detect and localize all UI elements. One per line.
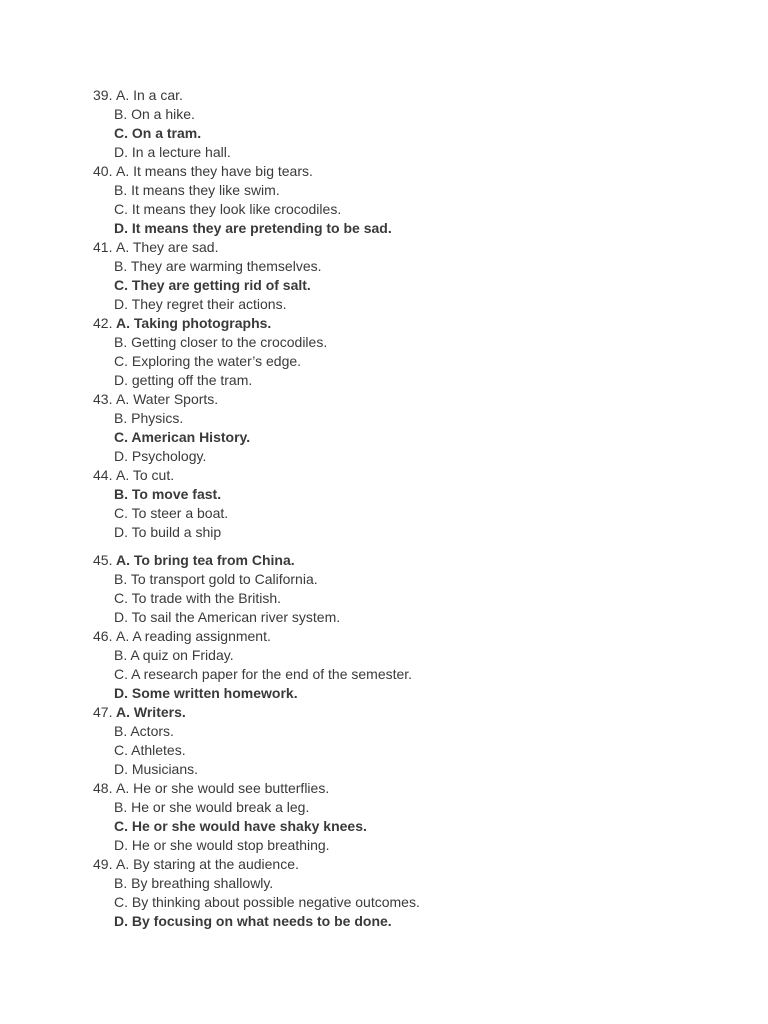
option-text: C. By thinking about possible negative outcomes. xyxy=(114,894,420,910)
question-number: 43. xyxy=(93,391,113,407)
option-text: D. They regret their actions. xyxy=(114,296,287,312)
answer-option xyxy=(93,257,693,276)
option-text: A. To cut. xyxy=(116,467,175,483)
answer-option xyxy=(93,124,693,143)
option-text: C. It means they look like crocodiles. xyxy=(114,201,342,217)
answer-option xyxy=(93,589,693,608)
answer-option xyxy=(93,238,693,257)
option-text: A. By staring at the audience. xyxy=(116,856,299,872)
option-text: B. Actors. xyxy=(114,723,174,739)
correct-answer-text: C. On a tram. xyxy=(114,125,202,141)
answer-option xyxy=(93,912,693,931)
answer-list xyxy=(93,86,693,931)
answer-option xyxy=(93,722,693,741)
answer-option xyxy=(93,608,693,627)
correct-answer-text: A. To bring tea from China. xyxy=(116,552,295,568)
answer-option xyxy=(93,200,693,219)
correct-answer-text: C. American History. xyxy=(114,429,251,445)
answer-option xyxy=(93,798,693,817)
answer-option xyxy=(93,817,693,836)
option-text: B. By breathing shallowly. xyxy=(114,875,274,891)
answer-option xyxy=(93,485,693,504)
question-number: 46. xyxy=(93,628,113,644)
answer-option xyxy=(93,428,693,447)
option-text: C. To steer a boat. xyxy=(114,505,229,521)
option-text: A. In a car. xyxy=(116,87,183,103)
correct-answer-text: D. By focusing on what needs to be done. xyxy=(114,913,392,929)
question-number: 47. xyxy=(93,704,113,720)
correct-answer-text: A. Taking photographs. xyxy=(116,315,272,331)
answer-option xyxy=(93,570,693,589)
option-text: C. A research paper for the end of the semester. xyxy=(114,666,413,682)
answer-option xyxy=(93,893,693,912)
answer-option xyxy=(93,352,693,371)
option-text: D. In a lecture hall. xyxy=(114,144,231,160)
question-number: 48. xyxy=(93,780,113,796)
answer-option xyxy=(93,219,693,238)
question-number: 44. xyxy=(93,467,113,483)
question-block xyxy=(93,855,693,931)
answer-option xyxy=(93,646,693,665)
answer-option xyxy=(93,703,693,722)
option-text: B. On a hike. xyxy=(114,106,195,122)
answer-option xyxy=(93,741,693,760)
option-text: D. getting off the tram. xyxy=(114,372,253,388)
question-block xyxy=(93,86,693,162)
question-number: 49. xyxy=(93,856,113,872)
option-text: A. He or she would see butterflies. xyxy=(116,780,330,796)
answer-option xyxy=(93,627,693,646)
answer-option xyxy=(93,779,693,798)
question-number: 40. xyxy=(93,163,113,179)
question-block xyxy=(93,466,693,542)
correct-answer-text: C. They are getting rid of salt. xyxy=(114,277,311,293)
question-block xyxy=(93,162,693,238)
option-text: C. Exploring the water’s edge. xyxy=(114,353,302,369)
answer-option xyxy=(93,371,693,390)
option-text: A. Water Sports. xyxy=(116,391,219,407)
question-block xyxy=(93,314,693,390)
answer-option xyxy=(93,333,693,352)
option-text: C. To trade with the British. xyxy=(114,590,282,606)
answer-option xyxy=(93,684,693,703)
option-text: D. He or she would stop breathing. xyxy=(114,837,330,853)
option-text: A. It means they have big tears. xyxy=(116,163,313,179)
answer-option xyxy=(93,523,693,542)
answer-option xyxy=(93,855,693,874)
option-text: B. It means they like swim. xyxy=(114,182,280,198)
answer-option xyxy=(93,447,693,466)
answer-option xyxy=(93,181,693,200)
answer-option xyxy=(93,665,693,684)
option-text: A. A reading assignment. xyxy=(116,628,271,644)
answer-option xyxy=(93,551,693,570)
answer-option xyxy=(93,390,693,409)
option-text: D. Psychology. xyxy=(114,448,207,464)
answer-option xyxy=(93,504,693,523)
question-block xyxy=(93,238,693,314)
option-text: D. To build a ship xyxy=(114,524,222,540)
answer-option xyxy=(93,105,693,124)
question-number: 45. xyxy=(93,552,113,568)
question-block xyxy=(93,779,693,855)
answer-option xyxy=(93,314,693,333)
option-text: D. Musicians. xyxy=(114,761,199,777)
option-text: B. A quiz on Friday. xyxy=(114,647,234,663)
answer-option xyxy=(93,86,693,105)
option-text: B. He or she would break a leg. xyxy=(114,799,310,815)
answer-option xyxy=(93,295,693,314)
correct-answer-text: B. To move fast. xyxy=(114,486,222,502)
answer-option xyxy=(93,143,693,162)
option-text: B. They are warming themselves. xyxy=(114,258,322,274)
option-text: B. To transport gold to California. xyxy=(114,571,318,587)
question-number: 42. xyxy=(93,315,113,331)
question-block xyxy=(93,703,693,779)
option-text: C. Athletes. xyxy=(114,742,186,758)
question-block xyxy=(93,627,693,703)
answer-option xyxy=(93,836,693,855)
question-number: 39. xyxy=(93,87,113,103)
answer-option xyxy=(93,466,693,485)
option-text: A. They are sad. xyxy=(116,239,219,255)
answer-option xyxy=(93,276,693,295)
correct-answer-text: D. Some written homework. xyxy=(114,685,298,701)
option-text: B. Physics. xyxy=(114,410,184,426)
correct-answer-text: C. He or she would have shaky knees. xyxy=(114,818,367,834)
answer-option xyxy=(93,409,693,428)
correct-answer-text: D. It means they are pretending to be sad. xyxy=(114,220,392,236)
answer-option xyxy=(93,162,693,181)
question-number: 41. xyxy=(93,239,113,255)
correct-answer-text: A. Writers. xyxy=(116,704,186,720)
answer-option xyxy=(93,760,693,779)
answer-option xyxy=(93,874,693,893)
question-block xyxy=(93,551,693,627)
option-text: B. Getting closer to the crocodiles. xyxy=(114,334,328,350)
option-text: D. To sail the American river system. xyxy=(114,609,341,625)
question-block xyxy=(93,390,693,466)
